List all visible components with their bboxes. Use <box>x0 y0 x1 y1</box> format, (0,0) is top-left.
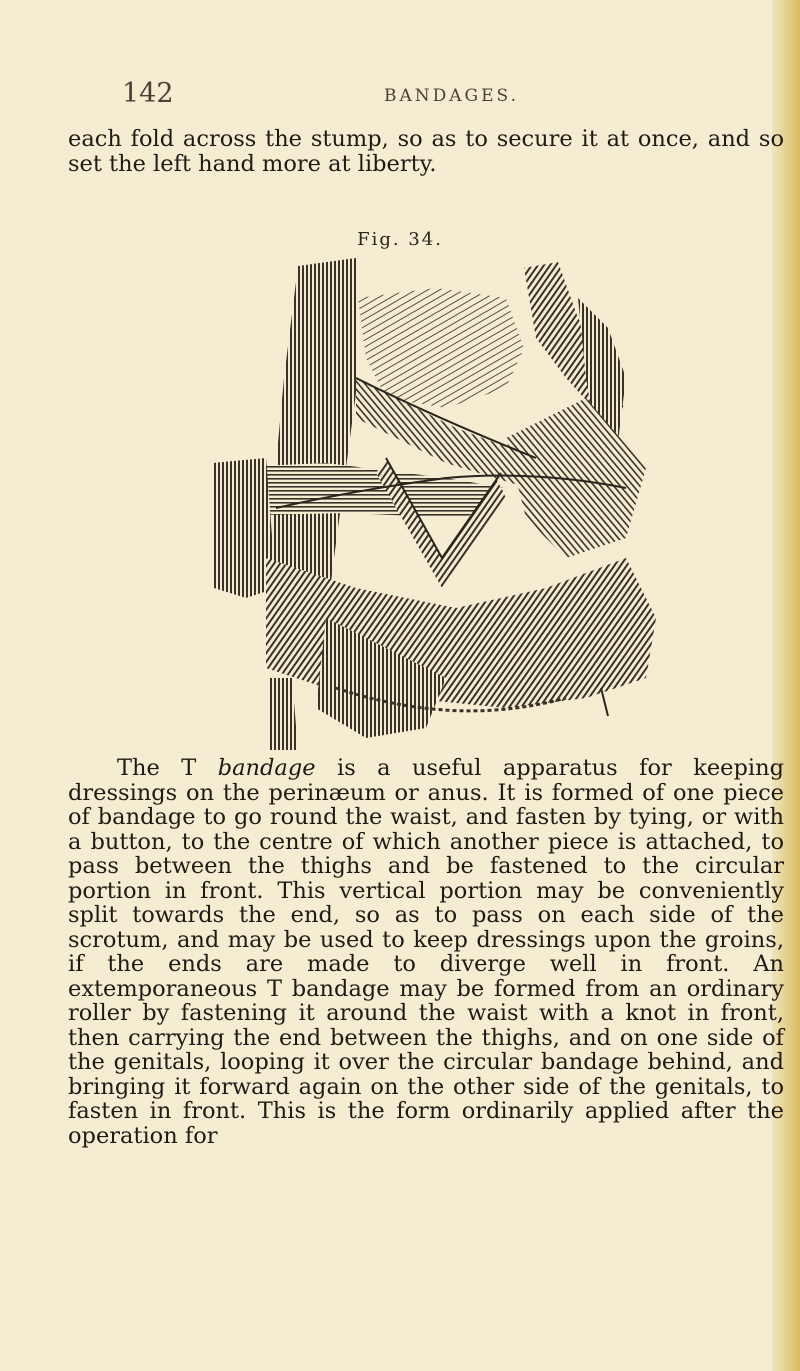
engraving-illustration <box>206 258 678 750</box>
running-head: BANDAGES. <box>384 86 519 106</box>
figure-illustration <box>206 258 678 750</box>
paragraph-lead: The T <box>117 755 197 781</box>
figure-caption: Fig. 34. <box>357 229 443 250</box>
page-header <box>122 78 682 118</box>
page-edge <box>772 0 800 1371</box>
paragraph-t-bandage <box>68 756 784 1148</box>
paragraph-continued: each fold across the stump, so as to secure it at once, and so set the left hand more at liberty. <box>68 126 784 177</box>
t-symbol: T <box>266 975 282 1002</box>
italic-term: bandage <box>217 755 316 781</box>
page-number: 142 <box>122 78 174 109</box>
paragraph-body-1: is a useful apparatus for keeping dressings on the perinæum or anus. It is formed of one piece of bandage to go round the waist, and fasten by tying, or with a button, to the centre of which another piece is attached, to pass between the thighs and be fastened to the circular portion in front. This vertical portion may be conveniently split towards the end, so as to pass on each side of the scrotum, and may be used to keep dressings upon the groins, if the ends are made to diverge well in front. An extemporaneous <box>68 755 784 1002</box>
paragraph-body-2: bandage may be formed from an ordinary roller by fastening it around the waist with a knot in front, then carrying the end between the thighs, and on one side of the genitals, looping it over the circular bandage behind, and bringing it forward again on the other side of the genitals, to fasten in front. This is the form ordinarily applied after the operation for <box>68 975 785 1149</box>
